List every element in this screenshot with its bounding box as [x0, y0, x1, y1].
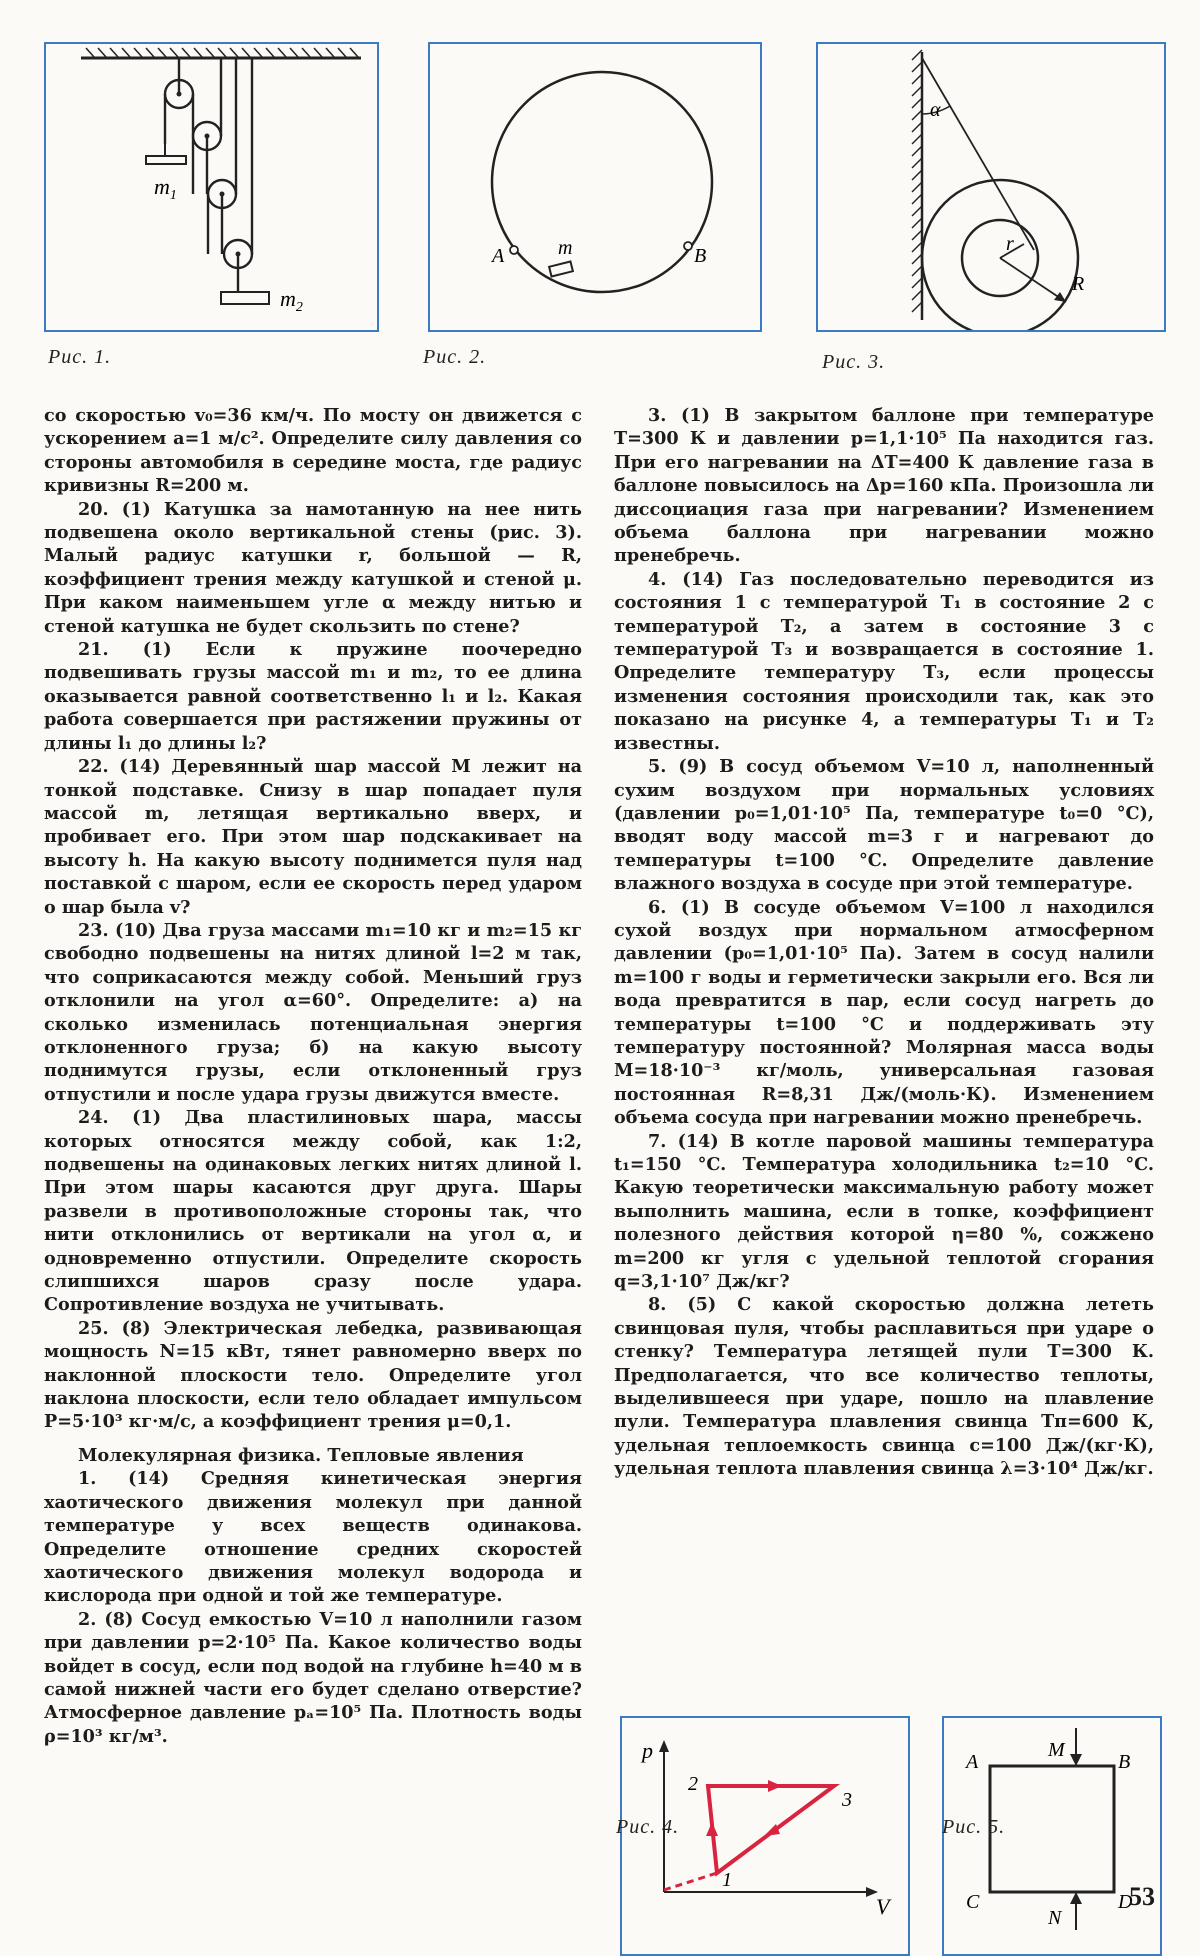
state-2-label: 2: [688, 1773, 698, 1795]
radius-r-label: r: [1006, 233, 1014, 255]
mass-m-label: m: [558, 237, 573, 259]
problem-20: 20. (1) Катушка за намотанную на нее нить подвешена около вертикальной стены (рис. 3). Малый радиус катушки r, большой — R, коэффициент трения между катушкой и стеной μ. При каком наименьшем угле α между нитью и стеной катушка не будет скользить по стене?: [44, 498, 582, 637]
state-3-label: 3: [842, 1789, 852, 1811]
problem-m4: 4. (14) Газ последовательно переводится из состояния 1 с температурой T₁ в состояние 2 с температурой T₂, а затем в состояние 3 с температурой T₃ и возвращается в состояние 1. Определите температуру T₃, если процессы изменения состояния происходили так, как это показано на рисунке 4, а температуры T₁ и T₂ известны.: [614, 568, 1154, 754]
corner-b-label: B: [1118, 1751, 1131, 1773]
point-n-label: N: [1048, 1907, 1062, 1929]
axis-v-label: V: [876, 1894, 890, 1919]
section-heading: Молекулярная физика. Тепловые явления: [78, 1444, 524, 1466]
problem-m8: 8. (5) С какой скоростью должна лететь свинцовая пуля, чтобы расплавиться при ударе о стенку? Температура летящей пули T=300 К. Предполагается, что все количество теплоты, выделившееся при ударе, пошло на плавление пули. Температура плавления свинца Tп=600 К, удельная теплоемкость свинца c=100 Дж/(кг·К), удельная теплота плавления свинца λ=3·10⁴ Дж/кг.: [614, 1294, 1154, 1480]
mass-m1-label: $m_1$: [154, 174, 177, 203]
left-column: [44, 404, 582, 1748]
angle-alpha-label: α: [930, 99, 941, 121]
figure-4-caption: Рис. 4.: [616, 1816, 680, 1838]
problem-21: 21. (1) Если к пружине поочередно подвешивать грузы массой m₁ и m₂, то ее длина оказывается равной соответственно l₁ и l₂. Какая работа совершается при растяжении пружины от длины l₁ до длины l₂?: [44, 639, 582, 754]
figure-3: [816, 42, 1166, 332]
problem-m3: 3. (1) В закрытом баллоне при температуре T=300 К и давлении p=1,1·10⁵ Па находится газ. При его нагревании на ΔT=400 К давление газа в баллоне повысилось на Δp=160 кПа. Произошла ли диссоциация газа при нагревании? Изменением объема баллона при нагревании можно пренебречь.: [614, 405, 1154, 567]
state-1-label: 1: [722, 1869, 732, 1891]
right-column: [614, 404, 1154, 1481]
circular-track-diagram: [430, 44, 760, 330]
point-b-label: B: [694, 245, 707, 267]
corner-a-label: A: [966, 1751, 979, 1773]
pulley-system-diagram: [46, 44, 377, 330]
axis-p-label: p: [642, 1738, 653, 1763]
problem-23: 23. (10) Два груза массами m₁=10 кг и m₂=15 кг свободно подвешены на нитях длиной l=2 м так, что соприкасаются между собой. Меньший груз отклонили на угол α=60°. Определите: а) на сколько изменилась потенциальная энергия отклоненного груза; б) на какую высоту поднимутся грузы, если отклоненный груз отпустили и после удара грузы движутся вместе.: [44, 919, 582, 1105]
point-a-label: A: [492, 245, 505, 267]
figure-1: [44, 42, 379, 332]
figure-1-caption: Рис. 1.: [48, 346, 112, 368]
figure-2-caption: Рис. 2.: [423, 346, 487, 368]
figure-3-caption: Рис. 3.: [822, 351, 886, 373]
problem-m7: 7. (14) В котле паровой машины температура t₁=150 °C. Температура холодильника t₂=10 °C. Какую теоретически максимальную работу может выполнить машина, если в топке, коэффициент полезного действия которой η=80 %, сожжено m=200 кг угля с удельной теплотой сгорания q=3,1·10⁷ Дж/кг?: [614, 1130, 1154, 1293]
problem-24: 24. (1) Два пластилиновых шара, массы которых относятся между собой, как 1:2, подвешены на одинаковых легких нитях длиной l. При этом шары касаются друг друга. Шары развели в противоположные стороны так, что нити отклонились от вертикали на угол α, и одновременно отпустили. Определите скорость слипшихся шаров сразу после удара. Сопротивление воздуха не учитывать.: [44, 1107, 582, 1316]
problem-m2: 2. (8) Сосуд емкостью V=10 л наполнили газом при давлении p=2·10⁵ Па. Какое количество воды войдет в сосуд, если под водой на глубине h=40 м в самой нижней части его будет сделано отверстие? Атмосферное давление pₐ=10⁵ Па. Плотность воды ρ=10³ кг/м³.: [44, 1608, 582, 1747]
problem-m5: 5. (9) В сосуд объемом V=10 л, наполненный сухим воздухом при нормальных условиях (давлении p₀=1,01·10⁵ Па, температуре t₀=0 °C), вводят воду массой m=3 г и нагревают до температуры t=100 °C. Определите давление влажного воздуха в сосуде при этой температуре.: [614, 756, 1154, 895]
problem-25: 25. (8) Электрическая лебедка, развивающая мощность N=15 кВт, тянет равномерно вверх по наклонной плоскости тело. Определите угол наклона плоскости, если тело обладает импульсом P=5·10³ кг·м/с, а коэффициент трения μ=0,1.: [44, 1317, 582, 1433]
figure-2: [428, 42, 762, 332]
page-number: 53: [1129, 1882, 1155, 1911]
point-m-label: M: [1048, 1739, 1065, 1761]
corner-c-label: C: [966, 1891, 980, 1913]
spool-on-wall-diagram: [818, 44, 1164, 330]
radius-R-label: R: [1072, 273, 1085, 295]
problem-22: 22. (14) Деревянный шар массой M лежит на тонкой подставке. Снизу в шар попадает пуля массой m, летящая вертикально вверх, и пробивает его. При этом шар подскакивает на высоту h. На какую высоту поднимется пуля над поставкой с шаром, если ее скорость перед ударом о шар была v?: [44, 756, 582, 918]
problem-m1: 1. (14) Средняя кинетическая энергия хаотического движения молекул при данной температуре у всех веществ одинакова. Определите отношение средних скоростей хаотического движения молекул водорода и кислорода при одной и той же температуре.: [44, 1468, 582, 1607]
mass-m2-label: $m_2$: [280, 286, 303, 315]
paragraph-continuation: со скоростью v₀=36 км/ч. По мосту он движется с ускорением a=1 м/с². Определите силу давления со стороны автомобиля в середине моста, где радиус кривизны R=200 м.: [44, 405, 582, 497]
figure-5-caption: Рис. 5.: [942, 1816, 1006, 1838]
problem-m6: 6. (1) В сосуде объемом V=100 л находился сухой воздух при нормальном атмосферном давлении (p₀=1,01·10⁵ Па). Затем в сосуд налили m=100 г воды и герметически закрыли его. Вся ли вода превратится в пар, если сосуд нагреть до температуры t=100 °C и поддерживать эту температуру постоянной? Молярная масса воды M=18·10⁻³ кг/моль, универсальная газовая постоянная R=8,31 Дж/(моль·К). Изменением объема сосуда при нагревании можно пренебречь.: [614, 896, 1154, 1129]
corner-d-label: D: [1118, 1891, 1133, 1913]
